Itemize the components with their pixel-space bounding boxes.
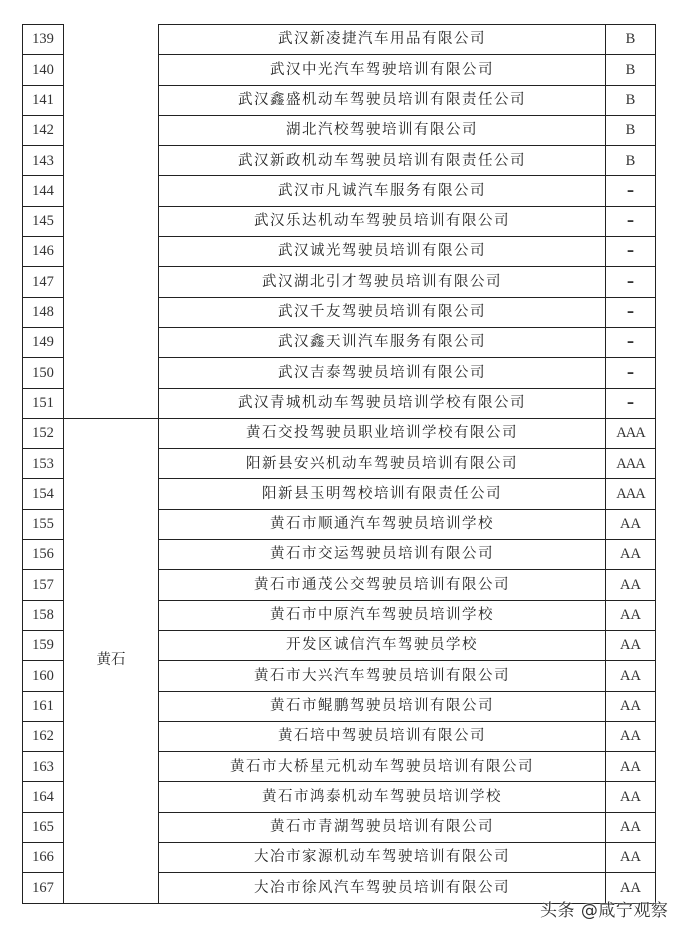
rating-grade: B <box>606 115 656 145</box>
row-number: 162 <box>23 721 64 751</box>
row-number: 140 <box>23 55 64 85</box>
row-number: 167 <box>23 873 64 903</box>
rating-grade: AA <box>606 691 656 721</box>
row-number: 143 <box>23 146 64 176</box>
company-name: 黄石市中原汽车驾驶员培训学校 <box>159 600 606 630</box>
company-name: 武汉千友驾驶员培训有限公司 <box>159 297 606 327</box>
company-name: 黄石交投驾驶员职业培训学校有限公司 <box>159 418 606 448</box>
company-name: 武汉市凡诚汽车服务有限公司 <box>159 176 606 206</box>
company-name: 开发区诚信汽车驾驶员学校 <box>159 630 606 660</box>
row-number: 163 <box>23 752 64 782</box>
rating-grade: AA <box>606 570 656 600</box>
rating-grade: – <box>606 237 656 267</box>
driving-school-rating-table <box>22 24 656 904</box>
rating-grade: AA <box>606 873 656 903</box>
row-number: 147 <box>23 267 64 297</box>
row-number: 139 <box>23 25 64 55</box>
company-name: 大冶市徐风汽车驾驶员培训有限公司 <box>159 873 606 903</box>
company-name: 武汉吉泰驾驶员培训有限公司 <box>159 358 606 388</box>
company-name: 武汉中光汽车驾驶培训有限公司 <box>159 55 606 85</box>
row-number: 161 <box>23 691 64 721</box>
row-number: 159 <box>23 630 64 660</box>
rating-grade: AA <box>606 843 656 873</box>
company-name: 黄石培中驾驶员培训有限公司 <box>159 721 606 751</box>
rating-grade: – <box>606 327 656 357</box>
row-number: 144 <box>23 176 64 206</box>
company-name: 阳新县安兴机动车驾驶员培训有限公司 <box>159 449 606 479</box>
company-name: 黄石市通茂公交驾驶员培训有限公司 <box>159 570 606 600</box>
row-number: 160 <box>23 661 64 691</box>
row-number: 148 <box>23 297 64 327</box>
row-number: 157 <box>23 570 64 600</box>
row-number: 145 <box>23 206 64 236</box>
row-number: 156 <box>23 540 64 570</box>
company-name: 阳新县玉明驾校培训有限责任公司 <box>159 479 606 509</box>
rating-grade: – <box>606 176 656 206</box>
rating-grade: AA <box>606 509 656 539</box>
rating-grade: AA <box>606 812 656 842</box>
row-number: 142 <box>23 115 64 145</box>
rating-grade: AAA <box>606 479 656 509</box>
rating-grade: – <box>606 388 656 418</box>
row-number: 146 <box>23 237 64 267</box>
rating-grade: AA <box>606 630 656 660</box>
rating-grade: AA <box>606 540 656 570</box>
rating-grade: B <box>606 25 656 55</box>
rating-grade: B <box>606 55 656 85</box>
row-number: 152 <box>23 418 64 448</box>
row-number: 149 <box>23 327 64 357</box>
rating-grade: AA <box>606 721 656 751</box>
rating-grade: AA <box>606 600 656 630</box>
row-number: 150 <box>23 358 64 388</box>
row-number: 154 <box>23 479 64 509</box>
row-number: 155 <box>23 509 64 539</box>
table-body <box>23 25 656 904</box>
source-watermark: 头条 @咸宁观察 <box>540 901 669 921</box>
company-name: 武汉新政机动车驾驶员培训有限责任公司 <box>159 146 606 176</box>
company-name: 黄石市大兴汽车驾驶员培训有限公司 <box>159 661 606 691</box>
company-name: 大冶市家源机动车驾驶培训有限公司 <box>159 843 606 873</box>
rating-grade: – <box>606 358 656 388</box>
row-number: 164 <box>23 782 64 812</box>
row-number: 158 <box>23 600 64 630</box>
rating-grade: AAA <box>606 418 656 448</box>
company-name: 黄石市交运驾驶员培训有限公司 <box>159 540 606 570</box>
rating-grade: AAA <box>606 449 656 479</box>
table-row <box>23 418 656 448</box>
city-cell <box>64 25 159 419</box>
rating-grade: AA <box>606 752 656 782</box>
company-name: 黄石市顺通汽车驾驶员培训学校 <box>159 509 606 539</box>
row-number: 166 <box>23 843 64 873</box>
rating-grade: – <box>606 267 656 297</box>
company-name: 黄石市鲲鹏驾驶员培训有限公司 <box>159 691 606 721</box>
company-name: 黄石市鸿泰机动车驾驶员培训学校 <box>159 782 606 812</box>
company-name: 武汉新凌捷汽车用品有限公司 <box>159 25 606 55</box>
company-name: 武汉鑫天训汽车服务有限公司 <box>159 327 606 357</box>
company-name: 黄石市大桥星元机动车驾驶员培训有限公司 <box>159 752 606 782</box>
rating-grade: – <box>606 297 656 327</box>
table-row <box>23 25 656 55</box>
company-name: 武汉青城机动车驾驶员培训学校有限公司 <box>159 388 606 418</box>
rating-grade: AA <box>606 661 656 691</box>
company-name: 武汉乐达机动车驾驶员培训有限公司 <box>159 206 606 236</box>
row-number: 153 <box>23 449 64 479</box>
city-cell: 黄石 <box>64 418 159 903</box>
company-name: 湖北汽校驾驶培训有限公司 <box>159 115 606 145</box>
company-name: 黄石市青湖驾驶员培训有限公司 <box>159 812 606 842</box>
row-number: 151 <box>23 388 64 418</box>
company-name: 武汉湖北引才驾驶员培训有限公司 <box>159 267 606 297</box>
rating-grade: – <box>606 206 656 236</box>
row-number: 165 <box>23 812 64 842</box>
row-number: 141 <box>23 85 64 115</box>
rating-grade: AA <box>606 782 656 812</box>
rating-grade: B <box>606 146 656 176</box>
company-name: 武汉鑫盛机动车驾驶员培训有限责任公司 <box>159 85 606 115</box>
company-name: 武汉诚光驾驶员培训有限公司 <box>159 237 606 267</box>
rating-grade: B <box>606 85 656 115</box>
